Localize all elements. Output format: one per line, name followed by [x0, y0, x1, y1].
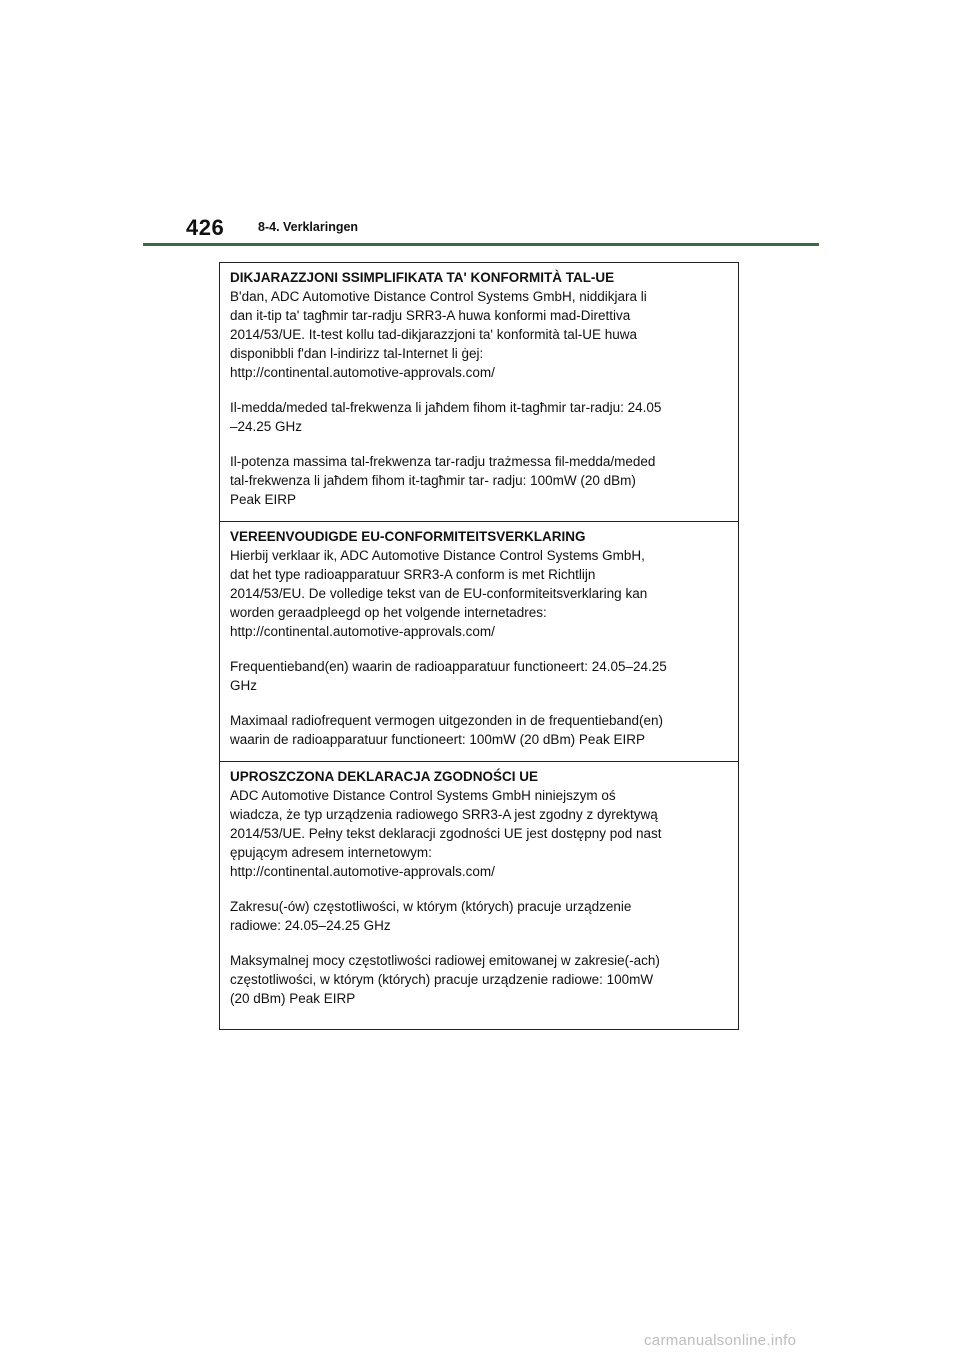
- declaration-statement: B'dan, ADC Automotive Distance Control Systems GmbH, niddikjara li dan it-tip ta' tagħmir tar-radju SRR3-A huwa konformi mad-Direttiva 2014/53/UE. It-test kollu tad-dikjarazzjoni ta' konformità tal-UE huwa disponibbli f'dan l-indirizz tal-Internet li ġej: http://continental.automotive-approvals.com/: [230, 289, 647, 380]
- max-power-text: Maximaal radiofrequent vermogen uitgezonden in de frequentieband(en) waarin de radioapparatuur functioneert: 100mW (20 dBm) Peak EIRP: [230, 713, 664, 747]
- frequency-band-text: Il-medda/meded tal-frekwenza li jaħdem fihom it-tagħmir tar-radju: 24.05 –24.25 GHz: [230, 400, 662, 434]
- max-power-text: Il-potenza massima tal-frekwenza tar-radju trażmessa fil-medda/meded tal-frekwenza li jaħdem fihom it-tagħmir tar- radju: 100mW (20 dBm) Peak EIRP: [230, 454, 656, 507]
- declaration-statement: Hierbij verklaar ik, ADC Automotive Distance Control Systems GmbH, dat het type radioapparatuur SRR3-A conform is met Richtlijn 2014/53/EU. De volledige tekst van de EU-conformiteitsverklaring kan worden geraadpleegd op het volgende internetadres: http://continental.automotive-approvals.com/: [230, 548, 648, 639]
- header-rule: [143, 243, 819, 246]
- declaration-polish: [220, 762, 738, 1029]
- watermark-text: carmanualsonline.info: [644, 1332, 797, 1349]
- declaration-heading: DIKJARAZZJONI SSIMPLIFIKATA TA' KONFORMITÀ TAL-UE: [230, 270, 615, 285]
- frequency-band-text: Zakresu(-ów) częstotliwości, w którym (których) pracuje urządzenie radiowe: 24.05–24.25 GHz: [230, 899, 632, 933]
- declarations-table: [219, 262, 739, 1030]
- max-power-text: Maksymalnej mocy częstotliwości radiowej emitowanej w zakresie(-ach) częstotliwości, w którym (których) pracuje urządzenie radiowe: 100mW (20 dBm) Peak EIRP: [230, 953, 660, 1006]
- declaration-heading: VEREENVOUDIGDE EU-CONFORMITEITSVERKLARING: [230, 529, 586, 544]
- frequency-band-text: Frequentieband(en) waarin de radioapparatuur functioneert: 24.05–24.25 GHz: [230, 659, 667, 693]
- declaration-dutch: [220, 522, 738, 762]
- page-number: 426: [186, 215, 225, 240]
- declaration-statement: ADC Automotive Distance Control Systems GmbH niniejszym oś wiadcza, że typ urządzenia radiowego SRR3-A jest zgodny z dyrektywą 2014/53/UE. Pełny tekst deklaracji zgodności UE jest dostępny pod nast ępującym adresem internetowym: http://continental.automotive-approvals.com/: [230, 788, 662, 879]
- page-header: [0, 0, 960, 250]
- declaration-heading: UPROSZCZONA DEKLARACJA ZGODNOŚCI UE: [230, 769, 539, 784]
- declaration-maltese: [220, 263, 738, 522]
- section-title: 8-4. Verklaringen: [258, 220, 359, 234]
